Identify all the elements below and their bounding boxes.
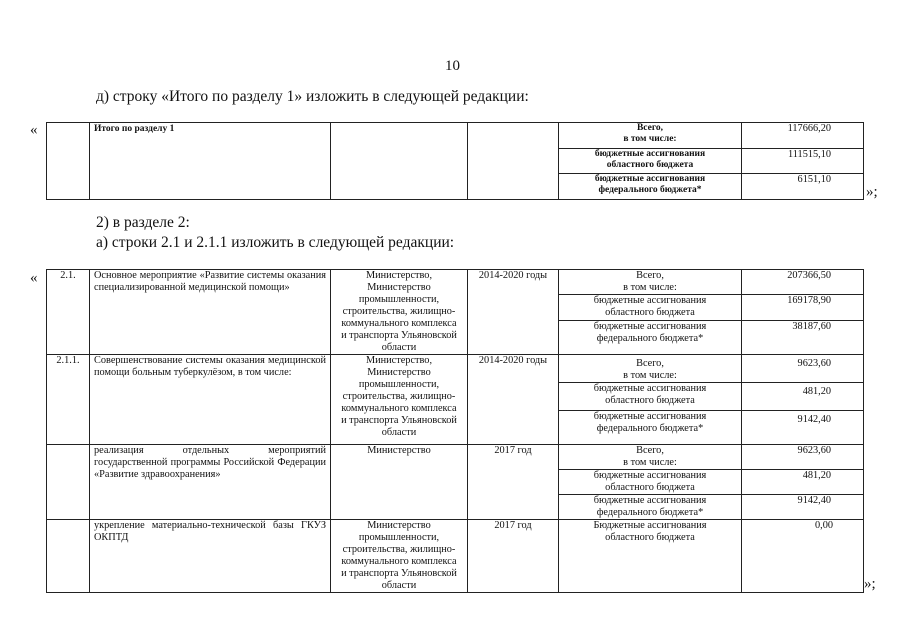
table-row bbox=[47, 520, 864, 593]
table-row bbox=[47, 270, 864, 355]
instruction-2: 2) в разделе 2: bbox=[96, 214, 190, 231]
total-section1-table bbox=[46, 122, 864, 200]
source-label: бюджетные ассигнования областного бюджета bbox=[559, 383, 742, 410]
source-label: бюджетные ассигнования федерального бюджета* bbox=[559, 495, 742, 519]
source-label: бюджетные ассигнования федерального бюджета* bbox=[559, 174, 742, 199]
activity-name: Основное мероприятие «Развитие системы оказания специализированной медицинской помощи» bbox=[90, 270, 331, 355]
funding-row bbox=[559, 321, 863, 354]
funding-row bbox=[559, 355, 863, 383]
period: 2017 год bbox=[468, 445, 559, 520]
total-row-federal bbox=[559, 174, 863, 199]
amount-value: 207366,50 bbox=[787, 270, 832, 281]
total-row-all bbox=[559, 123, 863, 149]
activity-name: Совершенствование системы оказания медицинской помощи больным туберкулёзом, в том числе: bbox=[90, 355, 331, 445]
period: 2014-2020 годы bbox=[468, 270, 559, 355]
section2-table bbox=[46, 269, 864, 593]
amount-value: 169178,90 bbox=[787, 295, 832, 306]
source-label: бюджетные ассигнования областного бюджета bbox=[559, 149, 742, 174]
source-label: Всего, в том числе: bbox=[559, 445, 742, 469]
amount-value: 9142,40 bbox=[797, 495, 832, 506]
amount-value: 9142,40 bbox=[797, 414, 832, 425]
executor: Министерство, Министерство промышленности, строительства, жилищно- коммунального комплекса и транспорта Ульяновской области bbox=[331, 355, 468, 445]
table-row bbox=[47, 445, 864, 520]
instruction-a: а) строки 2.1 и 2.1.1 изложить в следующей редакции: bbox=[96, 234, 455, 251]
funding-row bbox=[559, 495, 863, 519]
amount-value: 117666,20 bbox=[787, 123, 832, 134]
source-label: бюджетные ассигнования областного бюджета bbox=[559, 295, 742, 320]
row-number: 2.1.1. bbox=[47, 355, 90, 445]
funding-row bbox=[559, 411, 863, 444]
source-label: бюджетные ассигнования областного бюджета bbox=[559, 470, 742, 494]
activity-name: укрепление материально-технической базы ГКУЗ ОКПТД bbox=[90, 520, 331, 593]
funding-row bbox=[559, 270, 863, 295]
activity-name: реализация отдельных мероприятий государственной программы Российской Федерации «Развитие здравоохранения» bbox=[90, 445, 331, 520]
source-label: Всего, в том числе: bbox=[559, 270, 742, 294]
row-number bbox=[47, 445, 90, 520]
executor: Министерство, Министерство промышленности, строительства, жилищно- коммунального комплекса и транспорта Ульяновской области bbox=[331, 270, 468, 355]
period: 2014-2020 годы bbox=[468, 355, 559, 445]
funding-row bbox=[559, 383, 863, 411]
amount-value: 111515,10 bbox=[788, 148, 832, 160]
total-title: Итого по разделу 1 bbox=[90, 123, 331, 200]
funding-row bbox=[559, 295, 863, 321]
amount-value: 481,20 bbox=[802, 386, 832, 397]
instruction-d: д) строку «Итого по разделу 1» изложить в следующей редакции: bbox=[96, 88, 529, 105]
close-quote-2: »; bbox=[864, 576, 876, 592]
total-row-regional bbox=[559, 149, 863, 175]
amount-value: 6151,10 bbox=[797, 174, 832, 186]
source-label: Всего, в том числе: bbox=[559, 123, 742, 148]
funding-row bbox=[559, 470, 863, 495]
close-quote-1: »; bbox=[866, 184, 878, 200]
amount-value: 0,00 bbox=[742, 520, 864, 593]
funding-row bbox=[559, 445, 863, 470]
amount-value: 9623,60 bbox=[797, 358, 832, 369]
table-row bbox=[47, 355, 864, 445]
source-label: Всего, в том числе: bbox=[559, 355, 742, 382]
amount-value: 481,20 bbox=[802, 470, 832, 481]
source-label: Бюджетные ассигнования областного бюджета bbox=[559, 520, 742, 593]
amount-value: 9623,60 bbox=[797, 445, 832, 456]
executor: Министерство bbox=[331, 445, 468, 520]
source-label: бюджетные ассигнования федерального бюджета* bbox=[559, 411, 742, 444]
amount-value: 38187,60 bbox=[792, 321, 832, 332]
row-number bbox=[47, 520, 90, 593]
period: 2017 год bbox=[468, 520, 559, 593]
open-quote-1: « bbox=[30, 122, 38, 138]
open-quote-2: « bbox=[30, 270, 38, 286]
page-number: 10 bbox=[445, 58, 460, 74]
executor: Министерство промышленности, строительства, жилищно- коммунального комплекса и транспорта Ульяновской области bbox=[331, 520, 468, 593]
row-number: 2.1. bbox=[47, 270, 90, 355]
source-label: бюджетные ассигнования федерального бюджета* bbox=[559, 321, 742, 354]
